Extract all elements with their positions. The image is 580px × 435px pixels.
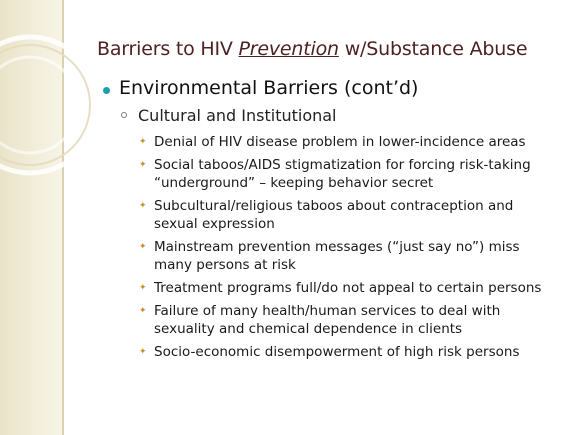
title-prefix: Barriers to HIV bbox=[97, 38, 239, 60]
list-item bbox=[139, 343, 559, 361]
star-bullet-icon: ✦ bbox=[139, 283, 147, 293]
bullet-text: Failure of many health/human services to deal with sexuality and chemical dependence in clients bbox=[154, 303, 501, 337]
decorative-rings-icon bbox=[0, 0, 120, 200]
star-bullet-icon: ✦ bbox=[139, 347, 147, 357]
level2-text: Cultural and Institutional bbox=[138, 106, 337, 125]
bullet-text: Social taboos/AIDS stigmatization for forcing risk-taking “underground” – keeping behavior secret bbox=[154, 157, 531, 191]
ring-bullet-icon bbox=[121, 112, 127, 118]
list-item bbox=[139, 197, 559, 233]
slide-title bbox=[97, 38, 527, 60]
dot-bullet-icon bbox=[103, 87, 110, 94]
level1-text: Environmental Barriers (cont’d) bbox=[119, 77, 419, 99]
star-bullet-icon: ✦ bbox=[139, 160, 147, 170]
star-bullet-icon: ✦ bbox=[139, 137, 147, 147]
star-bullet-icon: ✦ bbox=[139, 242, 147, 252]
list-item bbox=[139, 133, 559, 151]
bullet-text: Mainstream prevention messages (“just say no”) miss many persons at risk bbox=[154, 239, 520, 273]
title-emphasis: Prevention bbox=[238, 38, 339, 60]
bullet-text: Subcultural/religious taboos about contraception and sexual expression bbox=[154, 198, 514, 232]
star-bullet-icon: ✦ bbox=[139, 306, 147, 316]
bullet-text: Denial of HIV disease problem in lower-incidence areas bbox=[154, 134, 526, 150]
list-item bbox=[139, 156, 559, 192]
bullet-text: Treatment programs full/do not appeal to certain persons bbox=[154, 280, 542, 296]
bullet-text: Socio-economic disempowerment of high risk persons bbox=[154, 344, 520, 360]
list-item bbox=[139, 302, 559, 338]
title-suffix: w/Substance Abuse bbox=[338, 38, 528, 60]
star-bullet-icon: ✦ bbox=[139, 201, 147, 211]
list-item bbox=[139, 279, 559, 297]
list-item bbox=[139, 238, 559, 274]
bullet-list bbox=[139, 133, 559, 366]
